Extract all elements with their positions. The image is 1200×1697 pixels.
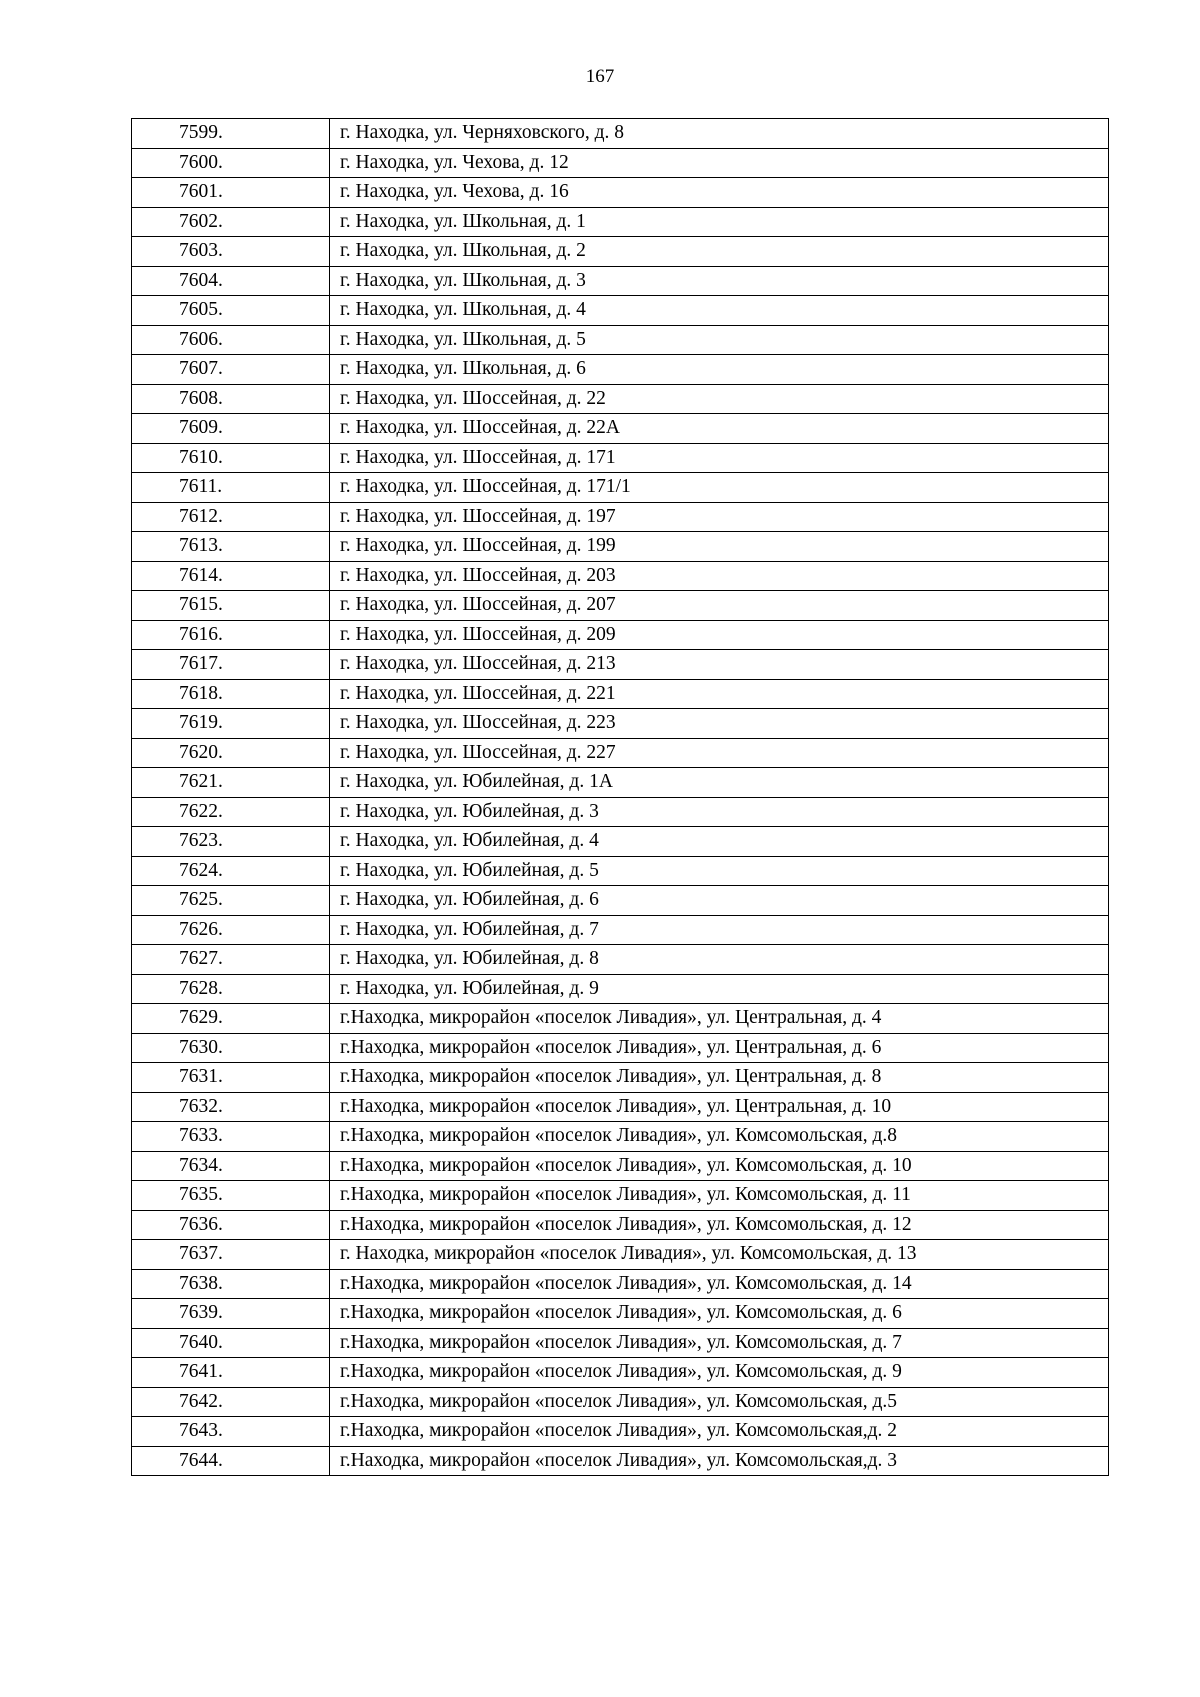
table-row [132, 178, 1109, 208]
table-row [132, 148, 1109, 178]
address-cell: г.Находка, микрорайон «поселок Ливадия», ул. Комсомольская, д. 6 [330, 1299, 1109, 1329]
address-table-body [132, 119, 1109, 1476]
table-row [132, 1210, 1109, 1240]
table-row [132, 473, 1109, 503]
row-number-cell: 7640. [132, 1328, 330, 1358]
table-row [132, 974, 1109, 1004]
address-cell: г. Находка, ул. Шоссейная, д. 223 [330, 709, 1109, 739]
address-cell: г. Находка, ул. Шоссейная, д. 207 [330, 591, 1109, 621]
table-row [132, 502, 1109, 532]
address-cell: г. Находка, ул. Шоссейная, д. 171 [330, 443, 1109, 473]
row-number-cell: 7614. [132, 561, 330, 591]
address-cell: г.Находка, микрорайон «поселок Ливадия», ул. Комсомольская, д. 10 [330, 1151, 1109, 1181]
row-number-cell: 7620. [132, 738, 330, 768]
row-number-cell: 7602. [132, 207, 330, 237]
address-cell: г. Находка, ул. Юбилейная, д. 3 [330, 797, 1109, 827]
address-cell: г.Находка, микрорайон «поселок Ливадия», ул. Центральная, д. 10 [330, 1092, 1109, 1122]
address-cell: г. Находка, ул. Шоссейная, д. 203 [330, 561, 1109, 591]
address-cell: г. Находка, ул. Шоссейная, д. 197 [330, 502, 1109, 532]
address-cell: г.Находка, микрорайон «поселок Ливадия», ул. Комсомольская, д.5 [330, 1387, 1109, 1417]
row-number-cell: 7599. [132, 119, 330, 149]
table-row [132, 1151, 1109, 1181]
table-row [132, 620, 1109, 650]
table-row [132, 1240, 1109, 1270]
address-cell: г. Находка, ул. Шоссейная, д. 213 [330, 650, 1109, 680]
table-row [132, 768, 1109, 798]
address-cell: г. Находка, ул. Шоссейная, д. 227 [330, 738, 1109, 768]
table-row [132, 945, 1109, 975]
table-row [132, 915, 1109, 945]
address-cell: г. Находка, ул. Школьная, д. 1 [330, 207, 1109, 237]
row-number-cell: 7605. [132, 296, 330, 326]
row-number-cell: 7618. [132, 679, 330, 709]
row-number-cell: 7615. [132, 591, 330, 621]
table-row [132, 443, 1109, 473]
table-row [132, 1417, 1109, 1447]
address-cell: г. Находка, ул. Юбилейная, д. 9 [330, 974, 1109, 1004]
row-number-cell: 7607. [132, 355, 330, 385]
row-number-cell: 7625. [132, 886, 330, 916]
table-row [132, 856, 1109, 886]
row-number-cell: 7613. [132, 532, 330, 562]
row-number-cell: 7631. [132, 1063, 330, 1093]
address-cell: г. Находка, ул. Чехова, д. 16 [330, 178, 1109, 208]
table-row [132, 709, 1109, 739]
table-row [132, 1181, 1109, 1211]
table-row [132, 1299, 1109, 1329]
row-number-cell: 7628. [132, 974, 330, 1004]
row-number-cell: 7641. [132, 1358, 330, 1388]
row-number-cell: 7619. [132, 709, 330, 739]
table-row [132, 119, 1109, 149]
table-row [132, 355, 1109, 385]
row-number-cell: 7601. [132, 178, 330, 208]
address-cell: г. Находка, ул. Юбилейная, д. 6 [330, 886, 1109, 916]
address-cell: г. Находка, ул. Юбилейная, д. 8 [330, 945, 1109, 975]
row-number-cell: 7632. [132, 1092, 330, 1122]
row-number-cell: 7617. [132, 650, 330, 680]
address-cell: г. Находка, ул. Школьная, д. 2 [330, 237, 1109, 267]
row-number-cell: 7612. [132, 502, 330, 532]
address-cell: г. Находка, ул. Шоссейная, д. 22А [330, 414, 1109, 444]
table-row [132, 1063, 1109, 1093]
address-cell: г. Находка, ул. Шоссейная, д. 221 [330, 679, 1109, 709]
table-row [132, 1092, 1109, 1122]
address-cell: г. Находка, ул. Школьная, д. 6 [330, 355, 1109, 385]
address-cell: г. Находка, ул. Шоссейная, д. 22 [330, 384, 1109, 414]
row-number-cell: 7616. [132, 620, 330, 650]
row-number-cell: 7610. [132, 443, 330, 473]
address-cell: г. Находка, ул. Чехова, д. 12 [330, 148, 1109, 178]
table-row [132, 738, 1109, 768]
address-cell: г. Находка, ул. Шоссейная, д. 199 [330, 532, 1109, 562]
table-row [132, 1122, 1109, 1152]
row-number-cell: 7637. [132, 1240, 330, 1270]
address-cell: г.Находка, микрорайон «поселок Ливадия», ул. Комсомольская, д. 12 [330, 1210, 1109, 1240]
table-row [132, 414, 1109, 444]
row-number-cell: 7621. [132, 768, 330, 798]
table-row [132, 1004, 1109, 1034]
address-cell: г.Находка, микрорайон «поселок Ливадия», ул. Комсомольская, д. 14 [330, 1269, 1109, 1299]
row-number-cell: 7642. [132, 1387, 330, 1417]
table-row [132, 1387, 1109, 1417]
address-cell: г.Находка, микрорайон «поселок Ливадия», ул. Центральная, д. 6 [330, 1033, 1109, 1063]
table-row [132, 1446, 1109, 1476]
page-number: 167 [585, 66, 615, 87]
row-number-cell: 7600. [132, 148, 330, 178]
address-cell: г. Находка, ул. Юбилейная, д. 5 [330, 856, 1109, 886]
table-row [132, 296, 1109, 326]
address-cell: г. Находка, ул. Юбилейная, д. 1А [330, 768, 1109, 798]
table-row [132, 886, 1109, 916]
row-number-cell: 7638. [132, 1269, 330, 1299]
row-number-cell: 7627. [132, 945, 330, 975]
table-row [132, 1358, 1109, 1388]
address-cell: г.Находка, микрорайон «поселок Ливадия», ул. Комсомольская, д. 11 [330, 1181, 1109, 1211]
table-row [132, 207, 1109, 237]
row-number-cell: 7633. [132, 1122, 330, 1152]
address-cell: г.Находка, микрорайон «поселок Ливадия», ул. Комсомольская,д. 2 [330, 1417, 1109, 1447]
row-number-cell: 7626. [132, 915, 330, 945]
address-cell: г.Находка, микрорайон «поселок Ливадия», ул. Центральная, д. 4 [330, 1004, 1109, 1034]
table-row [132, 532, 1109, 562]
address-cell: г. Находка, ул. Юбилейная, д. 4 [330, 827, 1109, 857]
row-number-cell: 7635. [132, 1181, 330, 1211]
table-row [132, 591, 1109, 621]
address-cell: г.Находка, микрорайон «поселок Ливадия», ул. Центральная, д. 8 [330, 1063, 1109, 1093]
address-cell: г.Находка, микрорайон «поселок Ливадия», ул. Комсомольская, д. 9 [330, 1358, 1109, 1388]
table-row [132, 561, 1109, 591]
address-cell: г. Находка, ул. Юбилейная, д. 7 [330, 915, 1109, 945]
address-cell: г. Находка, ул. Школьная, д. 5 [330, 325, 1109, 355]
address-cell: г. Находка, ул. Черняховского, д. 8 [330, 119, 1109, 149]
address-cell: г. Находка, ул. Шоссейная, д. 209 [330, 620, 1109, 650]
address-cell: г. Находка, ул. Шоссейная, д. 171/1 [330, 473, 1109, 503]
row-number-cell: 7639. [132, 1299, 330, 1329]
row-number-cell: 7611. [132, 473, 330, 503]
table-row [132, 237, 1109, 267]
table-row [132, 1033, 1109, 1063]
row-number-cell: 7630. [132, 1033, 330, 1063]
table-row [132, 1269, 1109, 1299]
table-row [132, 1328, 1109, 1358]
table-row [132, 325, 1109, 355]
row-number-cell: 7629. [132, 1004, 330, 1034]
row-number-cell: 7624. [132, 856, 330, 886]
row-number-cell: 7623. [132, 827, 330, 857]
row-number-cell: 7644. [132, 1446, 330, 1476]
address-table [131, 118, 1109, 1476]
address-cell: г.Находка, микрорайон «поселок Ливадия», ул. Комсомольская, д.8 [330, 1122, 1109, 1152]
row-number-cell: 7636. [132, 1210, 330, 1240]
table-row [132, 650, 1109, 680]
row-number-cell: 7609. [132, 414, 330, 444]
address-cell: г. Находка, микрорайон «поселок Ливадия», ул. Комсомольская, д. 13 [330, 1240, 1109, 1270]
address-cell: г.Находка, микрорайон «поселок Ливадия», ул. Комсомольская,д. 3 [330, 1446, 1109, 1476]
address-cell: г. Находка, ул. Школьная, д. 4 [330, 296, 1109, 326]
row-number-cell: 7603. [132, 237, 330, 267]
row-number-cell: 7622. [132, 797, 330, 827]
table-row [132, 266, 1109, 296]
table-row [132, 797, 1109, 827]
table-row [132, 827, 1109, 857]
row-number-cell: 7604. [132, 266, 330, 296]
address-cell: г. Находка, ул. Школьная, д. 3 [330, 266, 1109, 296]
row-number-cell: 7634. [132, 1151, 330, 1181]
table-row [132, 679, 1109, 709]
row-number-cell: 7608. [132, 384, 330, 414]
table-row [132, 384, 1109, 414]
address-cell: г.Находка, микрорайон «поселок Ливадия», ул. Комсомольская, д. 7 [330, 1328, 1109, 1358]
row-number-cell: 7606. [132, 325, 330, 355]
row-number-cell: 7643. [132, 1417, 330, 1447]
